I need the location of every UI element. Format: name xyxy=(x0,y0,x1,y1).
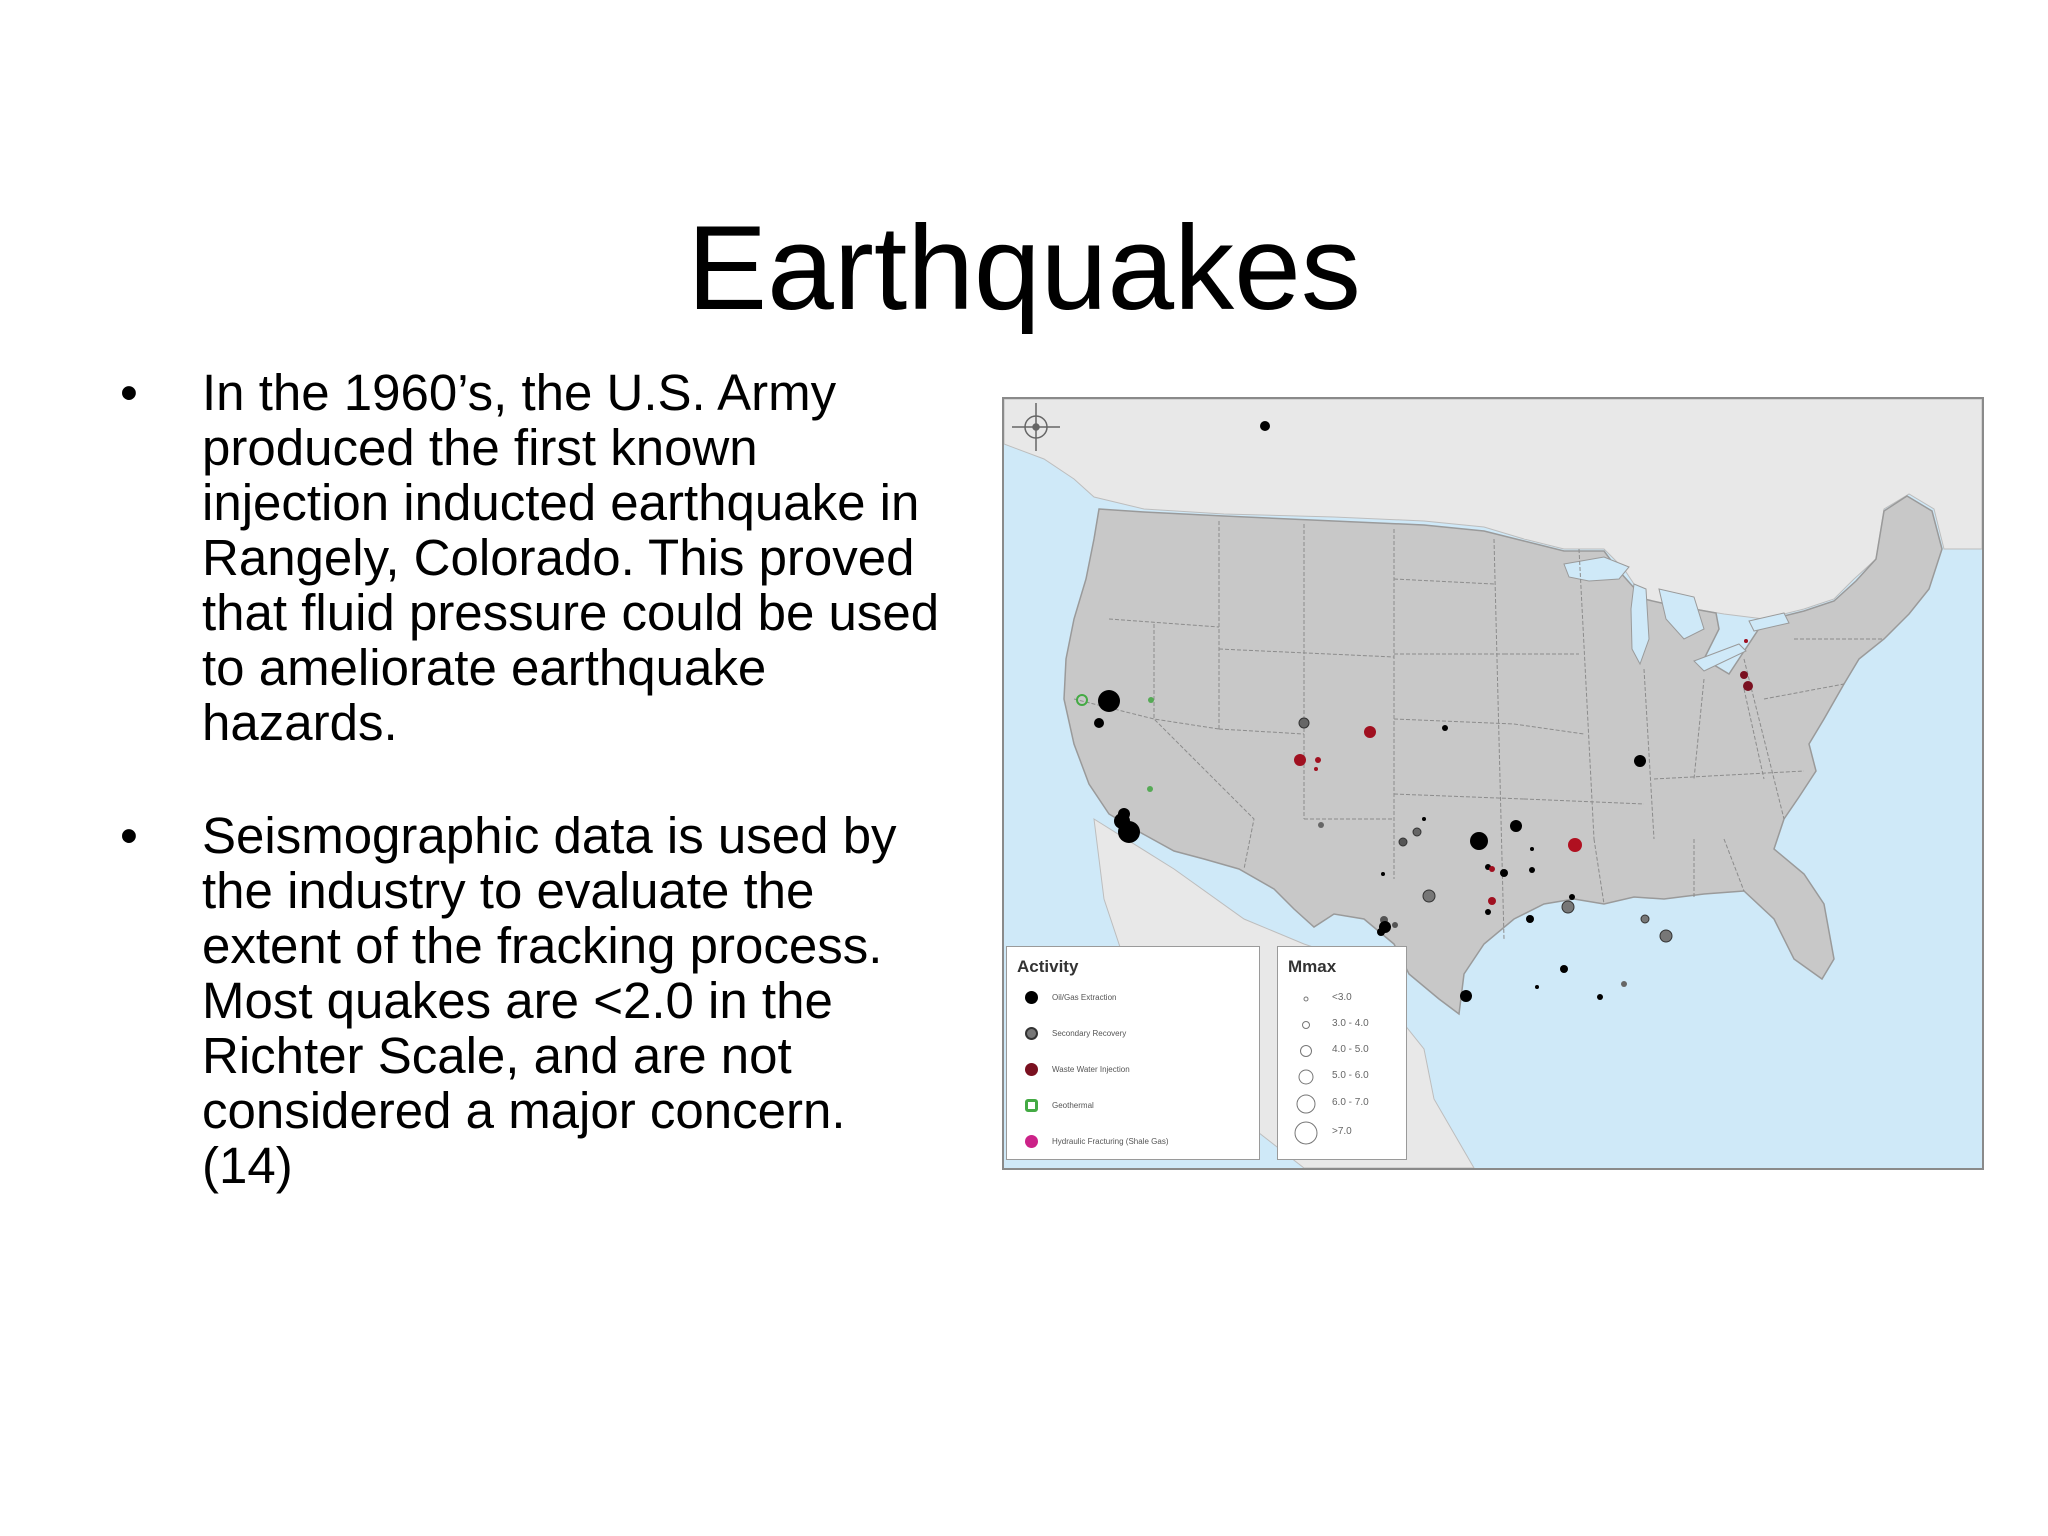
legend-swatch xyxy=(1025,1135,1038,1148)
quake-marker xyxy=(1510,820,1522,832)
quake-marker xyxy=(1560,965,1568,973)
magnitude-item xyxy=(1292,1092,1392,1116)
quake-marker xyxy=(1526,915,1534,923)
legend-swatch xyxy=(1025,991,1038,1004)
legend-label: Oil/Gas Extraction xyxy=(1052,992,1117,1002)
quake-marker xyxy=(1399,838,1407,846)
legend-swatch xyxy=(1025,1063,1038,1076)
quake-marker xyxy=(1660,930,1672,942)
quake-marker xyxy=(1743,681,1753,691)
quake-marker xyxy=(1470,832,1488,850)
magnitude-circle xyxy=(1304,997,1309,1002)
legend-label: Waste Water Injection xyxy=(1052,1064,1130,1074)
magnitude-label: <3.0 xyxy=(1332,992,1352,1003)
quake-marker xyxy=(1147,786,1153,792)
quake-marker xyxy=(1529,867,1535,873)
magnitude-legend xyxy=(1277,946,1407,1160)
magnitude-item xyxy=(1292,1121,1392,1145)
quake-marker xyxy=(1530,847,1534,851)
quake-marker xyxy=(1568,838,1582,852)
activity-legend-title: Activity xyxy=(1017,957,1079,976)
quake-marker xyxy=(1318,822,1324,828)
quake-marker xyxy=(1381,872,1385,876)
quake-marker xyxy=(1442,725,1448,731)
quake-marker xyxy=(1299,718,1309,728)
quake-marker xyxy=(1118,808,1130,820)
quake-marker xyxy=(1118,821,1140,843)
quake-marker xyxy=(1460,990,1472,1002)
bullet-item xyxy=(120,808,950,1193)
quake-marker xyxy=(1485,909,1491,915)
quake-marker xyxy=(1740,671,1748,679)
bullet-marker: • xyxy=(120,364,138,421)
quake-marker xyxy=(1569,894,1575,900)
quake-marker xyxy=(1260,421,1270,431)
quake-marker xyxy=(1535,985,1539,989)
bullet-marker: • xyxy=(120,807,138,864)
activity-legend xyxy=(1006,946,1260,1160)
legend-item xyxy=(1025,1131,1168,1151)
bullet-item xyxy=(120,365,950,750)
quake-marker xyxy=(1413,828,1421,836)
bullet-text: Seismographic data is used by the industry to evaluate the extent of the fracking process. Most quakes are <2.0 in the Richter Scale, and are not considered a major concern. (14) xyxy=(202,807,897,1194)
legend-label: Hydraulic Fracturing (Shale Gas) xyxy=(1052,1136,1169,1146)
legend-label: Secondary Recovery xyxy=(1052,1028,1127,1038)
quake-marker xyxy=(1423,890,1435,902)
magnitude-circle xyxy=(1299,1070,1314,1085)
magnitude-circle xyxy=(1302,1021,1310,1029)
bullet-list xyxy=(120,365,950,1193)
quake-marker xyxy=(1148,697,1154,703)
magnitude-circle xyxy=(1297,1095,1316,1114)
magnitude-item xyxy=(1292,987,1392,1011)
magnitude-legend-title: Mmax xyxy=(1288,957,1337,976)
legend-swatch xyxy=(1025,1027,1038,1040)
legend-item xyxy=(1025,1023,1126,1043)
magnitude-label: 4.0 - 5.0 xyxy=(1332,1044,1369,1055)
magnitude-circle xyxy=(1295,1122,1318,1145)
bullet-text: In the 1960’s, the U.S. Army produced the first known injection inducted earthquake in Rangely, Colorado. This proved that fluid pressure could be used to ameliorate earthquake hazards. xyxy=(202,364,940,751)
quake-marker xyxy=(1489,866,1495,872)
quake-marker xyxy=(1364,726,1376,738)
quake-marker xyxy=(1621,981,1627,987)
magnitude-item xyxy=(1292,1065,1392,1089)
quake-marker xyxy=(1315,757,1321,763)
quake-marker xyxy=(1422,817,1426,821)
legend-swatch xyxy=(1025,1099,1038,1112)
quake-marker xyxy=(1392,922,1398,928)
magnitude-label: 3.0 - 4.0 xyxy=(1332,1018,1369,1029)
legend-item xyxy=(1025,1095,1094,1115)
quake-marker xyxy=(1098,690,1120,712)
magnitude-label: 6.0 - 7.0 xyxy=(1332,1097,1369,1108)
quake-marker xyxy=(1314,767,1318,771)
quake-marker xyxy=(1597,994,1603,1000)
legend-item xyxy=(1025,987,1116,1007)
quake-marker xyxy=(1377,928,1385,936)
quake-marker xyxy=(1294,754,1306,766)
quake-marker xyxy=(1641,915,1649,923)
quake-marker xyxy=(1488,897,1496,905)
legend-label: Geothermal xyxy=(1052,1100,1094,1110)
magnitude-label: 5.0 - 6.0 xyxy=(1332,1070,1369,1081)
quake-marker xyxy=(1744,639,1748,643)
magnitude-circle xyxy=(1300,1045,1312,1057)
magnitude-item xyxy=(1292,1039,1392,1063)
quake-marker xyxy=(1094,718,1104,728)
slide-title: Earthquakes xyxy=(687,201,1361,336)
legend-item xyxy=(1025,1059,1130,1079)
magnitude-label: >7.0 xyxy=(1332,1126,1352,1137)
quake-marker xyxy=(1562,901,1574,913)
magnitude-item xyxy=(1292,1013,1392,1037)
quake-marker xyxy=(1500,869,1508,877)
quake-marker xyxy=(1634,755,1646,767)
earthquake-map xyxy=(1002,397,1984,1170)
